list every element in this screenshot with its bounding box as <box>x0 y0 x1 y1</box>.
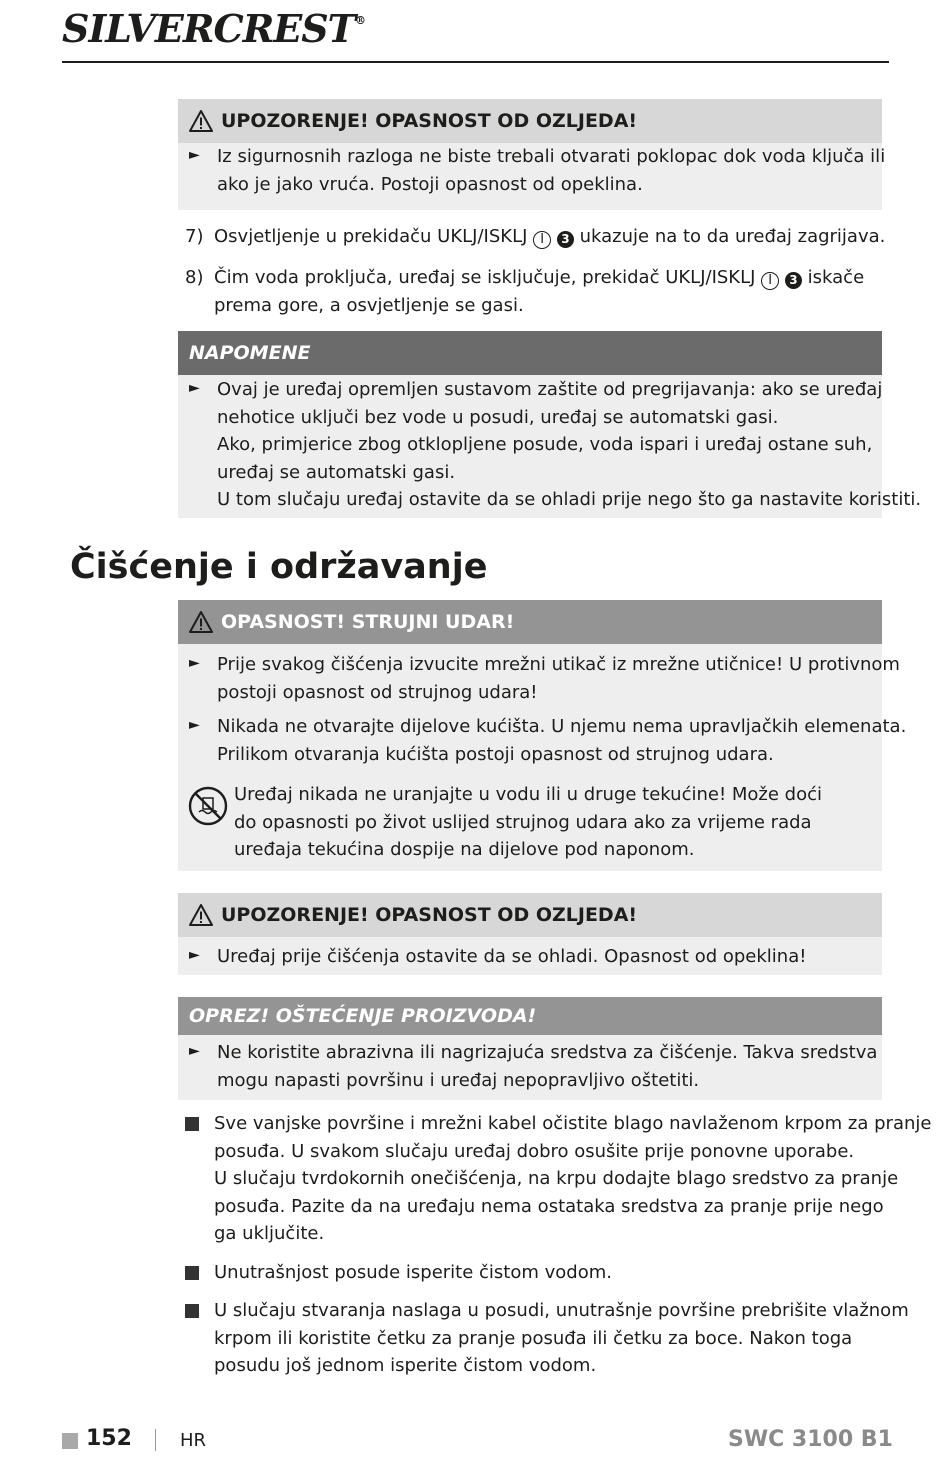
note-title: NAPOMENE <box>189 342 311 364</box>
language-code: HR <box>180 1430 207 1451</box>
danger-text-1: Prije svakog čišćenja izvucite mrežni utikač iz mrežne utičnice! U protivnom postoji opasnost od strujnog udara! <box>217 654 900 703</box>
warning-triangle-icon <box>189 109 213 133</box>
caution-text: Ne koristite abrazivna ili nagrizajuća sredstva za čišćenje. Takva sredstva mogu napasti površinu i uređaj nepopravljivo oštetiti. <box>217 1042 878 1091</box>
square-bullet-icon <box>185 1304 199 1318</box>
model-number: SWC 3100 B1 <box>728 1427 893 1452</box>
page-number: 152 <box>86 1426 132 1451</box>
section-title: Čišćenje i održavanje <box>70 547 488 587</box>
caution-header <box>178 997 882 1035</box>
header-rule <box>62 61 889 63</box>
danger-header <box>178 600 882 644</box>
warning-title: UPOZORENJE! OPASNOST OD OZLJEDA! <box>221 110 638 132</box>
arrow-bullet-icon: ► <box>189 947 200 963</box>
list-item: Unutrašnjost posude isperite čistom vodom. <box>214 1262 612 1283</box>
warning-header <box>178 893 882 937</box>
brand-logo: SILVERCREST® <box>62 6 365 51</box>
immersion-warning-text: Uređaj nikada ne uranjajte u vodu ili u druge tekućine! Može doći do opasnosti po život uslijed strujnog udara ako za vrijeme rada uređaja tekućina dospije na dijelove pod naponom. <box>234 784 823 860</box>
power-switch-symbol-icon: I <box>533 231 551 249</box>
ref-number-badge: 3 <box>557 231 574 248</box>
square-bullet-icon <box>185 1266 199 1280</box>
no-immersion-icon <box>187 785 229 827</box>
danger-title: OPASNOST! STRUJNI UDAR! <box>221 611 515 633</box>
warning-box-burn <box>178 893 882 975</box>
warning-title: UPOZORENJE! OPASNOST OD OZLJEDA! <box>221 904 638 926</box>
arrow-bullet-icon: ► <box>189 380 200 396</box>
registered-mark: ® <box>354 14 365 27</box>
power-switch-symbol-icon: I <box>761 272 779 290</box>
arrow-bullet-icon: ► <box>189 717 200 733</box>
note-text: Ovaj je uređaj opremljen sustavom zaštite od pregrijavanja: ako se uređaj nehotice uključi bez vode u posudi, uređaj se automatski gasi. Ako, primjerice zbog otklopljene posude, voda ispari i uređaj ostane suh, uređaj se automatski gasi. U tom slučaju uređaj ostavite da se ohladi prije nego što ga nastavite koristiti. <box>217 379 922 510</box>
footer-square-icon <box>62 1433 78 1449</box>
arrow-bullet-icon: ► <box>189 1043 200 1059</box>
square-bullet-icon <box>185 1117 199 1131</box>
danger-box-electric <box>178 600 907 871</box>
danger-text-2: Nikada ne otvarajte dijelove kućišta. U njemu nema upravljačkih elemenata. Prilikom otvaranja kućišta postoji opasnost od strujnog udara. <box>217 716 907 765</box>
arrow-bullet-icon: ► <box>189 147 200 163</box>
list-item: Sve vanjske površine i mrežni kabel očistite blago navlaženom krpom za pranje posuđa. U svakom slučaju uređaj dobro osušite prije ponovne uporabe. U slučaju tvrdokornih onečišćenja, na krpu dodajte blago sredstvo za pranje posuđa. Pazite da na uređaju nema ostataka sredstva za pranje prije nego ga uključite. <box>214 1113 932 1244</box>
warning-header <box>178 99 882 143</box>
list-item: U slučaju stvaranja naslaga u posudi, unutrašnje površine prebrišite vlažnom krpom ili koristite četku za pranje posuđa ili četku za boce. Nakon toga posudu još jednom isperite čistom vodom. <box>214 1300 909 1376</box>
warning-box-injury <box>178 99 886 210</box>
ref-number-badge: 3 <box>785 272 802 289</box>
caution-title: OPREZ! OŠTEĆENJE PROIZVODA! <box>189 1005 537 1027</box>
footer-divider <box>155 1429 156 1451</box>
warning-triangle-icon <box>189 610 213 634</box>
note-box <box>178 331 922 518</box>
arrow-bullet-icon: ► <box>189 655 200 671</box>
warning-text: Iz sigurnosnih razloga ne biste trebali otvarati poklopac dok voda ključa ili ako je jako vruća. Postoji opasnost od opeklina. <box>217 146 886 195</box>
note-header <box>178 331 882 375</box>
warning-text: Uređaj prije čišćenja ostavite da se ohladi. Opasnost od opeklina! <box>217 946 807 967</box>
caution-box-product <box>178 997 882 1100</box>
warning-triangle-icon <box>189 903 213 927</box>
